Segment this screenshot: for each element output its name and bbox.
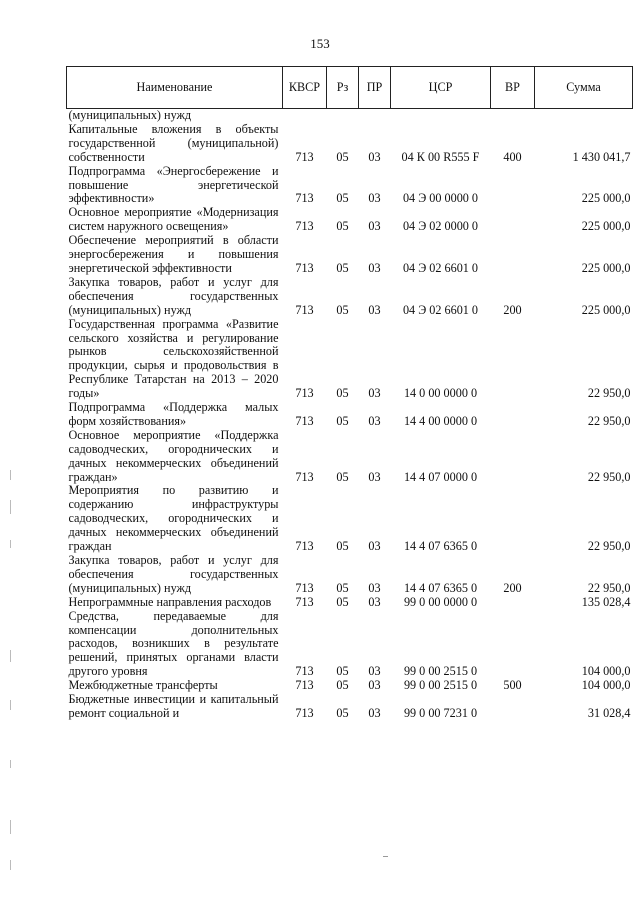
cell-name: Капитальные вложения в объекты государственной (муниципальной) собственности bbox=[68, 121, 279, 164]
cell-csr: 99 0 00 2515 0 bbox=[403, 664, 478, 679]
table-header bbox=[67, 67, 633, 109]
cell-vr: 200 bbox=[503, 580, 522, 595]
cell-rz: 05 bbox=[336, 678, 349, 693]
cell-rz: 05 bbox=[336, 219, 349, 234]
cell-kvsr: 713 bbox=[295, 594, 314, 609]
cell-kvsr: 713 bbox=[295, 539, 314, 554]
cell-vr bbox=[491, 234, 535, 276]
cell-pr: 03 bbox=[368, 539, 381, 554]
cell-name: Подпрограмма «Энергосбережение и повышение энергетической эффективности» bbox=[68, 163, 279, 206]
cell-sum: 22 950,0 bbox=[587, 413, 631, 428]
margin-mark bbox=[10, 820, 11, 834]
cell-name: Средства, передаваемые для компенсации дополнительных расходов, возникших в результате решений, принятых органами власти другого уровня bbox=[68, 608, 279, 679]
table-row bbox=[67, 693, 633, 721]
cell-csr: 99 0 00 7231 0 bbox=[403, 705, 478, 720]
cell-kvsr: 713 bbox=[295, 191, 314, 206]
cell-name: Бюджетные инвестиции и капитальный ремонт социальной и bbox=[68, 692, 279, 720]
table-row bbox=[67, 596, 633, 610]
cell-sum: 22 950,0 bbox=[587, 539, 631, 554]
cell-csr: 99 0 00 2515 0 bbox=[403, 678, 478, 693]
table-row bbox=[67, 206, 633, 234]
cell-sum: 1 430 041,7 bbox=[572, 149, 631, 164]
cell-pr: 03 bbox=[368, 594, 381, 609]
margin-mark bbox=[10, 470, 11, 480]
cell-kvsr: 713 bbox=[295, 260, 314, 275]
header-csr: ЦСР bbox=[391, 67, 491, 109]
cell-sum: 22 950,0 bbox=[587, 386, 631, 401]
cell-rz: 05 bbox=[336, 149, 349, 164]
cell-csr: 14 0 00 0000 0 bbox=[403, 386, 478, 401]
cell-sum: 225 000,0 bbox=[581, 219, 631, 234]
cell-pr: 03 bbox=[368, 705, 381, 720]
table-row bbox=[67, 401, 633, 429]
header-rz: Рз bbox=[327, 67, 359, 109]
cell-kvsr: 713 bbox=[295, 678, 314, 693]
cell-pr bbox=[359, 109, 391, 123]
cell-sum: 22 950,0 bbox=[587, 580, 631, 595]
cell-vr bbox=[491, 109, 535, 123]
table-row bbox=[67, 234, 633, 276]
cell-vr bbox=[491, 206, 535, 234]
table-row bbox=[67, 610, 633, 680]
cell-sum: 31 028,4 bbox=[587, 705, 631, 720]
cell-rz: 05 bbox=[336, 386, 349, 401]
table-row bbox=[67, 165, 633, 207]
cell-name: Непрограммные направления расходов bbox=[68, 594, 272, 609]
margin-mark bbox=[10, 700, 11, 710]
cell-pr: 03 bbox=[368, 580, 381, 595]
cell-sum: 135 028,4 bbox=[581, 594, 631, 609]
cell-vr bbox=[491, 165, 535, 207]
cell-rz: 05 bbox=[336, 539, 349, 554]
header-pr: ПР bbox=[359, 67, 391, 109]
cell-csr: 14 4 07 6365 0 bbox=[403, 539, 478, 554]
cell-kvsr: 713 bbox=[295, 219, 314, 234]
cell-vr bbox=[491, 484, 535, 554]
table-body bbox=[67, 109, 633, 721]
cell-name: Межбюджетные трансферты bbox=[68, 678, 218, 693]
cell-pr: 03 bbox=[368, 191, 381, 206]
margin-mark bbox=[10, 500, 11, 514]
cell-pr: 03 bbox=[368, 664, 381, 679]
cell-csr: 99 0 00 0000 0 bbox=[403, 594, 478, 609]
cell-vr bbox=[491, 429, 535, 485]
cell-sum bbox=[535, 109, 633, 123]
cell-sum: 22 950,0 bbox=[587, 469, 631, 484]
cell-kvsr: 713 bbox=[295, 705, 314, 720]
cell-kvsr bbox=[283, 109, 327, 123]
cell-kvsr: 713 bbox=[295, 302, 314, 317]
cell-csr: 14 4 00 0000 0 bbox=[403, 413, 478, 428]
cell-rz: 05 bbox=[336, 413, 349, 428]
table-row bbox=[67, 429, 633, 485]
cell-csr bbox=[391, 109, 491, 123]
cell-name: Подпрограмма «Поддержка малых форм хозяйствования» bbox=[68, 400, 279, 428]
cell-vr bbox=[491, 693, 535, 721]
cell-pr: 03 bbox=[368, 678, 381, 693]
margin-mark bbox=[10, 540, 11, 548]
cell-name: Основное мероприятие «Модернизация систем наружного освещения» bbox=[68, 205, 279, 234]
cell-vr bbox=[491, 401, 535, 429]
cell-kvsr: 713 bbox=[295, 469, 314, 484]
cell-csr: 04 Э 00 0000 0 bbox=[402, 191, 479, 206]
cell-name: (муниципальных) нужд bbox=[68, 108, 192, 122]
cell-rz: 05 bbox=[336, 705, 349, 720]
margin-mark bbox=[10, 650, 11, 662]
header-name: Наименование bbox=[67, 67, 283, 109]
cell-csr: 14 4 07 6365 0 bbox=[403, 580, 478, 595]
cell-rz: 05 bbox=[336, 664, 349, 679]
cell-pr: 03 bbox=[368, 149, 381, 164]
cell-name: Мероприятия по развитию и содержанию инфраструктуры садоводческих, огороднических и дачных некоммерческих объединений граждан bbox=[68, 483, 279, 554]
cell-name: Государственная программа «Развитие сельского хозяйства и регулирование рынков сельскохозяйственной продукции, сырья и продовольствия в Республике Татарстан на 2013 – 2020 годы» bbox=[68, 316, 279, 401]
cell-rz: 05 bbox=[336, 191, 349, 206]
cell-vr bbox=[491, 596, 535, 610]
cell-csr: 04 Э 02 6601 0 bbox=[402, 260, 479, 275]
cell-csr: 04 Э 02 0000 0 bbox=[402, 219, 479, 234]
header-vr: ВР bbox=[491, 67, 535, 109]
cell-sum: 104 000,0 bbox=[581, 678, 631, 693]
cell-vr: 200 bbox=[503, 302, 522, 317]
cell-pr: 03 bbox=[368, 260, 381, 275]
cell-rz bbox=[327, 109, 359, 123]
cell-pr: 03 bbox=[368, 413, 381, 428]
header-kvsr: КВСР bbox=[283, 67, 327, 109]
cell-rz: 05 bbox=[336, 594, 349, 609]
cell-csr: 04 К 00 R555 F bbox=[401, 149, 480, 164]
budget-table bbox=[66, 66, 633, 721]
cell-name: Закупка товаров, работ и услуг для обеспечения государственных (муниципальных) нужд bbox=[68, 553, 279, 595]
cell-pr: 03 bbox=[368, 469, 381, 484]
margin-mark bbox=[10, 860, 11, 870]
cell-rz: 05 bbox=[336, 580, 349, 595]
cell-vr: 400 bbox=[503, 149, 522, 164]
cell-name: Закупка товаров, работ и услуг для обеспечения государственных (муниципальных) нужд bbox=[68, 274, 279, 317]
cell-name: Обеспечение мероприятий в области энергосбережения и повышения энергетической эффективности bbox=[68, 233, 279, 275]
margin-mark bbox=[10, 760, 11, 768]
cell-pr: 03 bbox=[368, 386, 381, 401]
margin-mark bbox=[383, 856, 388, 857]
cell-rz: 05 bbox=[336, 469, 349, 484]
table-row bbox=[67, 679, 633, 693]
cell-rz: 05 bbox=[336, 302, 349, 317]
table-row bbox=[67, 123, 633, 165]
cell-csr: 14 4 07 0000 0 bbox=[403, 469, 478, 484]
cell-pr: 03 bbox=[368, 302, 381, 317]
header-sum: Сумма bbox=[535, 67, 633, 109]
cell-vr bbox=[491, 318, 535, 401]
cell-kvsr: 713 bbox=[295, 664, 314, 679]
table-row bbox=[67, 276, 633, 318]
cell-kvsr: 713 bbox=[295, 386, 314, 401]
cell-csr: 04 Э 02 6601 0 bbox=[402, 302, 479, 317]
cell-vr bbox=[491, 610, 535, 680]
cell-kvsr: 713 bbox=[295, 149, 314, 164]
cell-vr: 500 bbox=[503, 678, 522, 693]
cell-sum: 225 000,0 bbox=[581, 302, 631, 317]
cell-kvsr: 713 bbox=[295, 413, 314, 428]
cell-sum: 104 000,0 bbox=[581, 664, 631, 679]
cell-sum: 225 000,0 bbox=[581, 191, 631, 206]
cell-kvsr: 713 bbox=[295, 580, 314, 595]
table-row bbox=[67, 484, 633, 554]
table-row bbox=[67, 554, 633, 596]
page-number: 153 bbox=[310, 36, 330, 51]
cell-name: Основное мероприятие «Поддержка садоводческих, огороднических и дачных некоммерческих объединений граждан» bbox=[68, 427, 279, 484]
cell-sum: 225 000,0 bbox=[581, 260, 631, 275]
table-row bbox=[67, 318, 633, 401]
cell-rz: 05 bbox=[336, 260, 349, 275]
cell-pr: 03 bbox=[368, 219, 381, 234]
table-row bbox=[67, 109, 633, 123]
